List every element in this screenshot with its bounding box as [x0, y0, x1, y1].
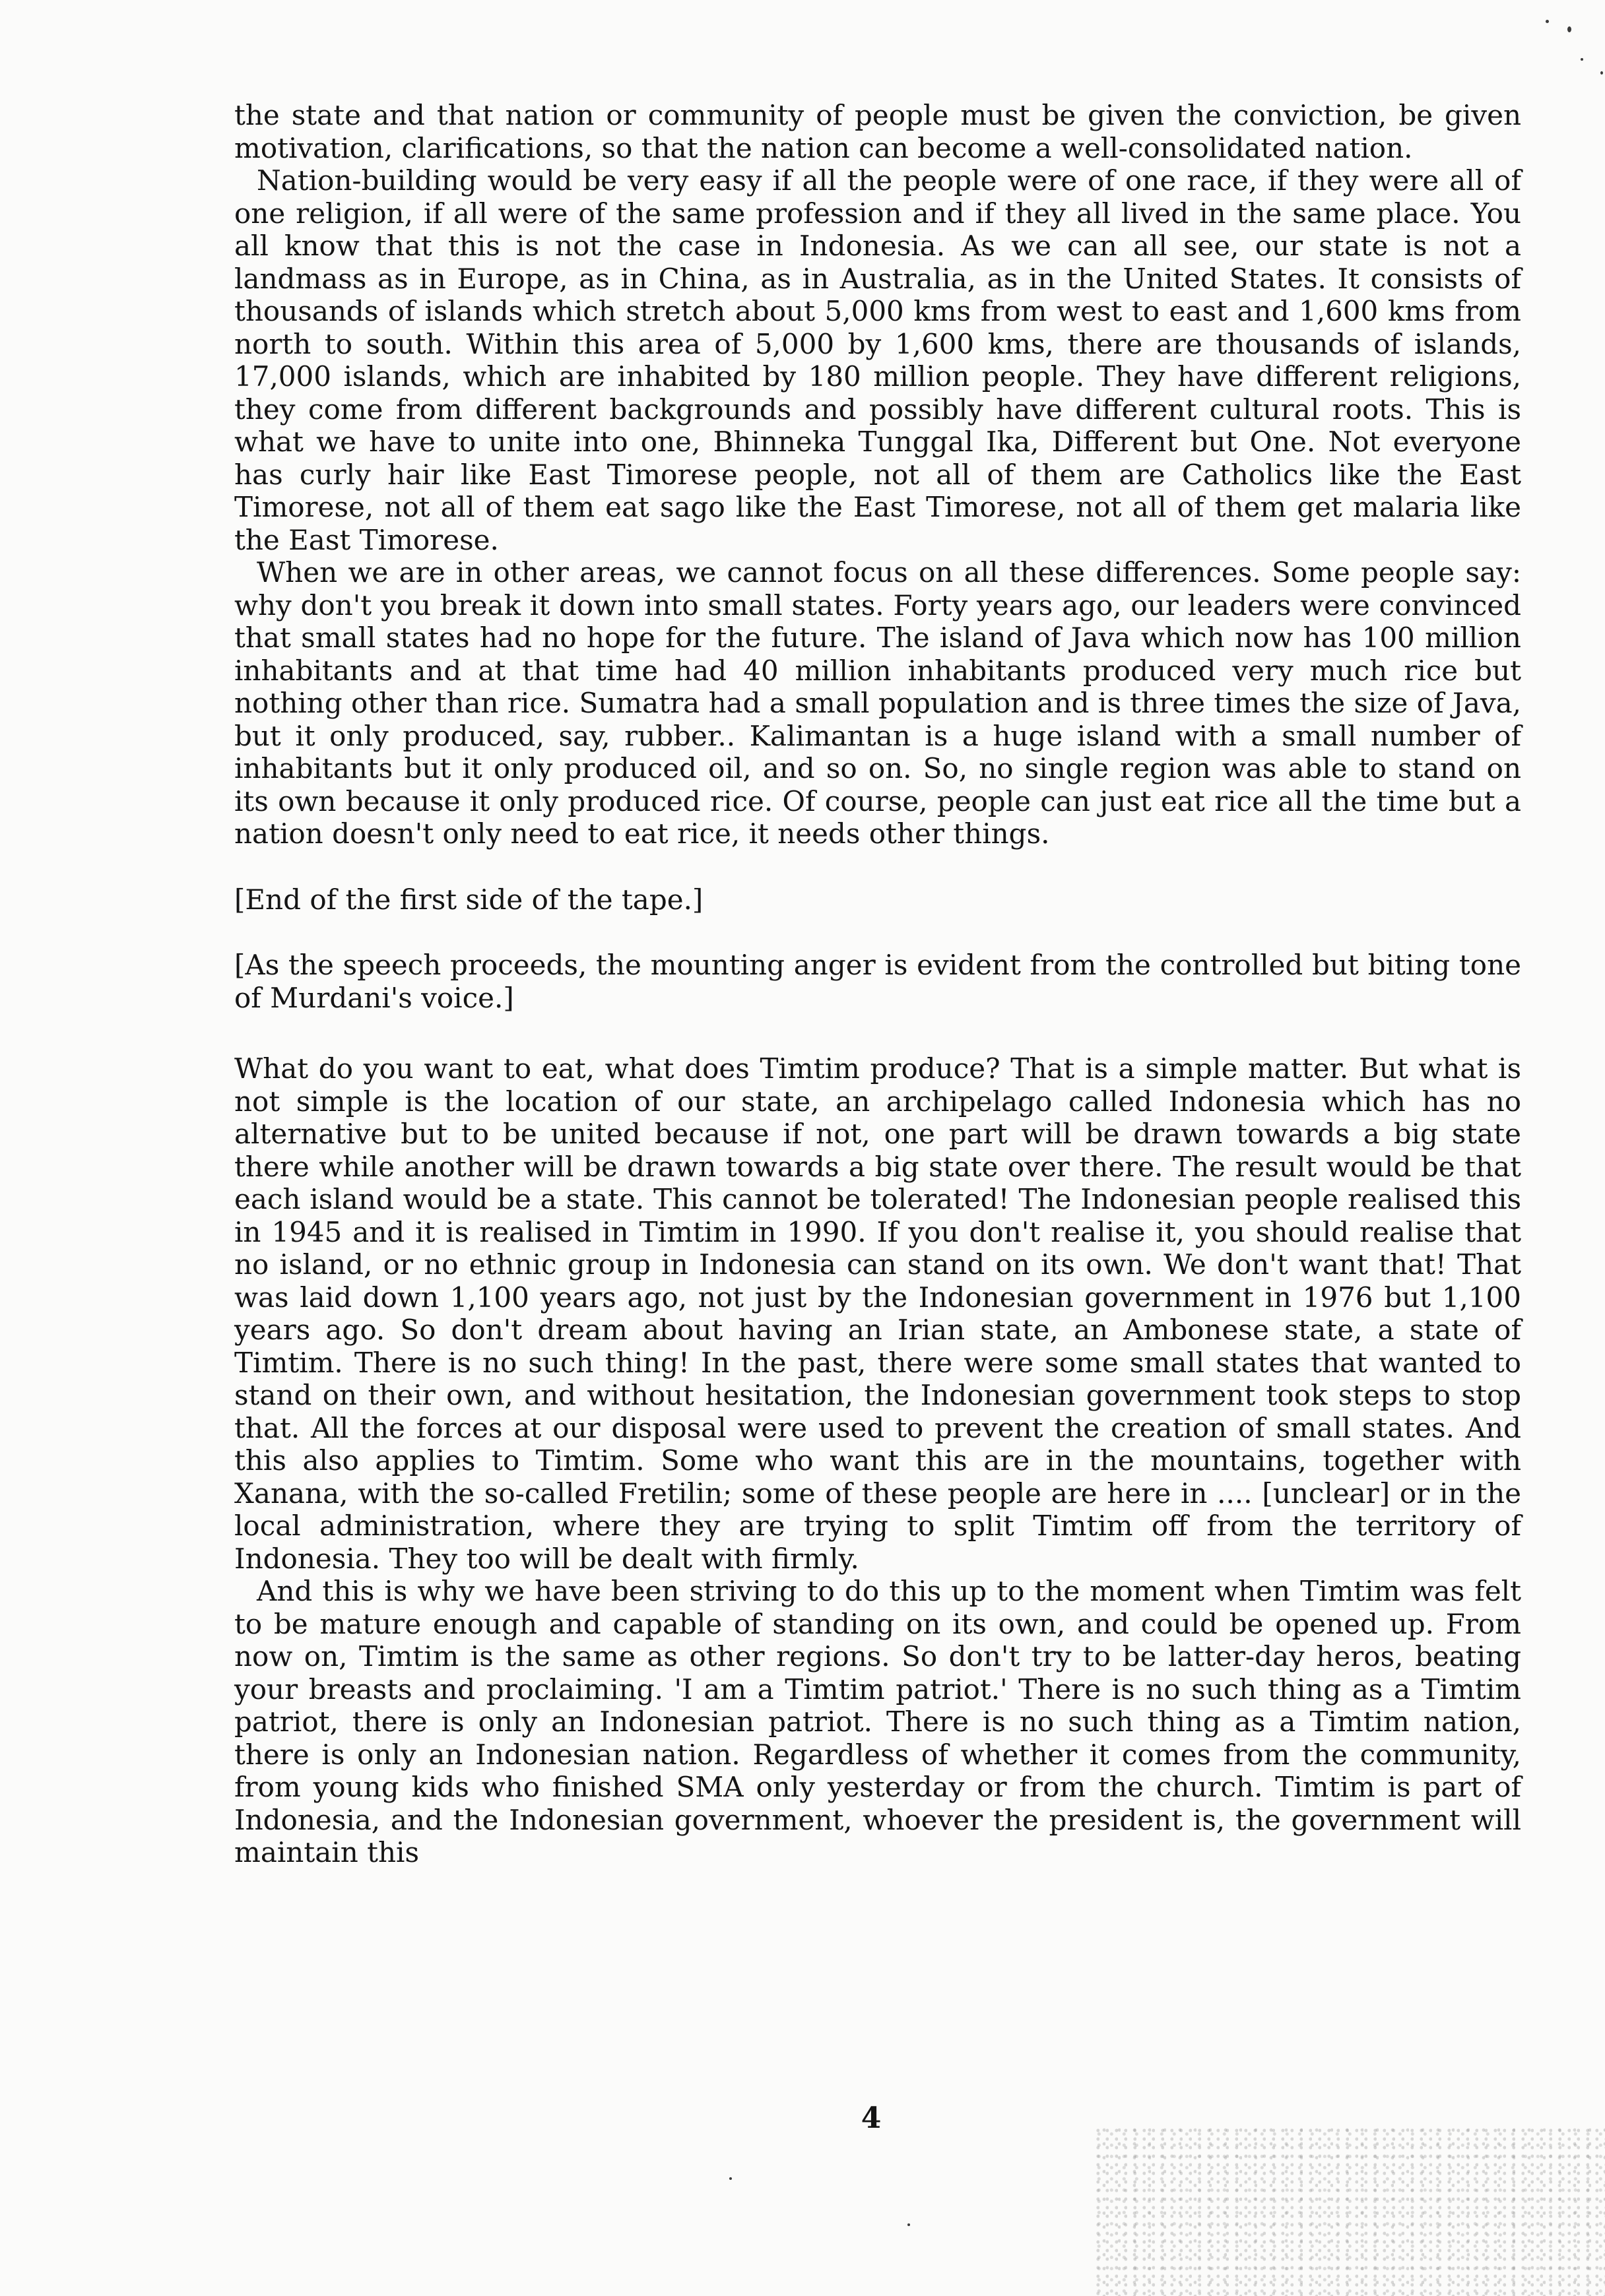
- paragraph-timtim-produce: What do you want to eat, what does Timtim produce? That is a simple matter. But what is not simple is the location of our state, an archipelago called Indonesia which has no alternative but to be united because if not, one part will be drawn towards a big state there while another will be drawn towards a big state over there. The result would be that each island would be a state. This cannot be tolerated! The Indonesian people realised this in 1945 and it is realised in Timtim in 1990. If you don't realise it, you should realise that no island, or no ethnic group in Indonesia can stand on its own. We don't want that! That was laid down 1,100 years ago, not just by the Indonesian government in 1976 but 1,100 years ago. So don't dream about having an Irian state, an Ambonese state, a state of Timtim. There is no such thing! In the past, there were some small states that wanted to stand on their own, and without hesitation, the Indonesian government took steps to stop that. All the forces at our disposal were used to prevent the creation of small states. And this also applies to Timtim. Some who want this are in the mountains, together with Xanana, with the so-called Fretilin; some of these people are here in .... [unclear] or in the local administration, where they are trying to split Timtim off from the territory of Indonesia. They too will be dealt with firmly.: [234, 1052, 1521, 1575]
- paragraph-gap: [234, 850, 1521, 883]
- scan-speck: [1581, 58, 1583, 61]
- editorial-note-tape: [End of the first side of the tape.]: [234, 883, 704, 916]
- paragraph-gap: [234, 916, 1521, 949]
- editorial-note-speech: [As the speech proceeds, the mounting anger is evident from the controlled but biting tone of Murdani's voice.]: [234, 949, 1521, 1014]
- scan-speck: [1567, 26, 1571, 32]
- scan-noise: [1090, 2124, 1605, 2296]
- scan-speck: [1546, 20, 1549, 23]
- paragraph-other-areas: When we are in other areas, we cannot focus on all these differences. Some people say: why don't you break it down into small states. Forty years ago, our leaders were convinced that small states had no hope for the future. The island of Java which now has 100 million inhabitants and at that time had 40 million inhabitants produced very much rice but nothing other than rice. Sumatra had a small population and is three times the size of Java, but it only produced, say, rubber.. Kalimantan is a huge island with a small number of inhabitants but it only produced oil, and so on. So, no single region was able to stand on its own because it only produced rice. Of course, people can just eat rice all the time but a nation doesn't only need to eat rice, it needs other things.: [234, 556, 1521, 850]
- body-text: [234, 99, 1521, 1869]
- scan-speck: [729, 2177, 732, 2180]
- scan-speck: [1600, 71, 1603, 75]
- paragraph-timtim-patriot: And this is why we have been striving to do this up to the moment when Timtim was felt to be mature enough and capable of standing on its own, and could be opened up. From now on, Timtim is the same as other regions. So don't try to be latter-day heros, beating your breasts and proclaiming. 'I am a Timtim patriot.' There is no such thing as a Timtim patriot, there is only an Indonesian patriot. There is no such thing as a Timtim nation, there is only an Indonesian nation. Regardless of whether it comes from the community, from young kids who finished SMA only yesterday or from the church. Timtim is part of Indonesia, and the Indonesian government, whoever the president is, the government will maintain this: [234, 1575, 1521, 1868]
- paragraph-gap: [234, 1014, 1521, 1052]
- paragraph-nation-building: Nation-building would be very easy if all the people were of one race, if they were all of one religion, if all were of the same profession and if they all lived in the same place. You all know that this is not the case in Indonesia. As we can all see, our state is not a landmass as in Europe, as in China, as in Australia, as in the United States. It consists of thousands of islands which stretch about 5,000 kms from west to east and 1,600 kms from north to south. Within this area of 5,000 by 1,600 kms, there are thousands of islands, 17,000 islands, which are inhabited by 180 million people. They have different religions, they come from different backgrounds and possibly have different cultural roots. This is what we have to unite into one, Bhinneka Tunggal Ika, Different but One. Not everyone has curly hair like East Timorese people, not all of them are Catholics like the East Timorese, not all of them eat sago like the East Timorese, not all of them get malaria like the East Timorese.: [234, 164, 1521, 556]
- paragraph-continuation: the state and that nation or community of people must be given the conviction, be given motivation, clarifications, so that the nation can become a well-consolidated nation.: [234, 99, 1521, 164]
- scan-speck: [907, 2223, 910, 2226]
- page-number: 4: [861, 2101, 882, 2135]
